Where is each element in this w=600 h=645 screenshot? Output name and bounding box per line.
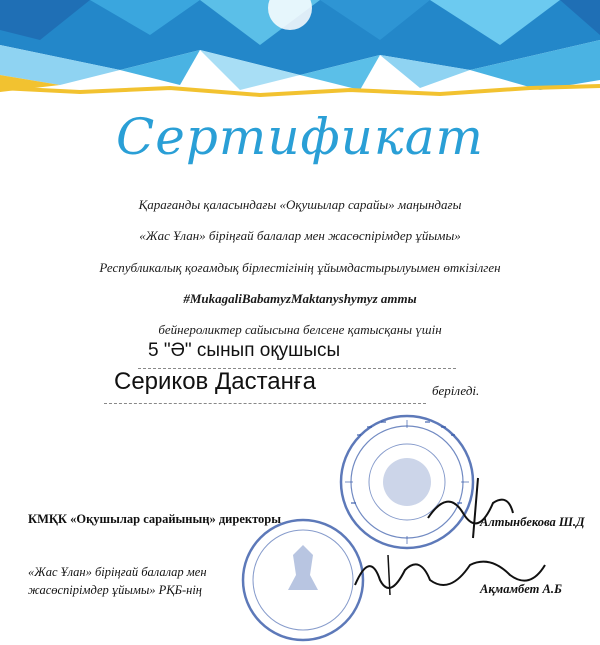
given-text: беріледі.: [432, 383, 480, 398]
class-text: 5 "Ә" сынып оқушысы: [148, 340, 341, 361]
director1-signature: [418, 468, 528, 548]
director2-title-line1: «Жас Ұлан» біріңғай балалар мен: [28, 565, 207, 579]
director2-title-line2: жасөспірімдер ұйымы» РҚБ-нің: [28, 583, 203, 597]
body-line-3: Республикалық қоғамдық бірлестігінің ұйымдастырылуымен өткізілген: [99, 260, 501, 275]
body-line-5: бейнероликтер сайысына белсене қатысқаны үшін: [158, 322, 442, 337]
director1-name: Алтынбекова Ш.Д: [480, 515, 585, 529]
recipient-name: Сериков Дастанға: [114, 368, 316, 395]
director2-name: Ақмамбет А.Б: [480, 582, 562, 596]
certificate-title: Сертификат: [116, 108, 484, 166]
organization-stamp: [238, 515, 368, 645]
header-banner: [0, 0, 600, 105]
body-line-4-hashtag: #MukagaliBabamyzMaktanyshymyz атты: [183, 291, 417, 306]
body-line-2: «Жас Ұлан» біріңғай балалар мен жасөспірімдер ұйымы»: [139, 228, 461, 243]
director1-title: КМҚК «Оқушылар сарайының» директоры: [28, 512, 282, 526]
body-line-1: Қарағанды қаласындағы «Оқушылар сарайы» маңындағы: [138, 197, 462, 212]
